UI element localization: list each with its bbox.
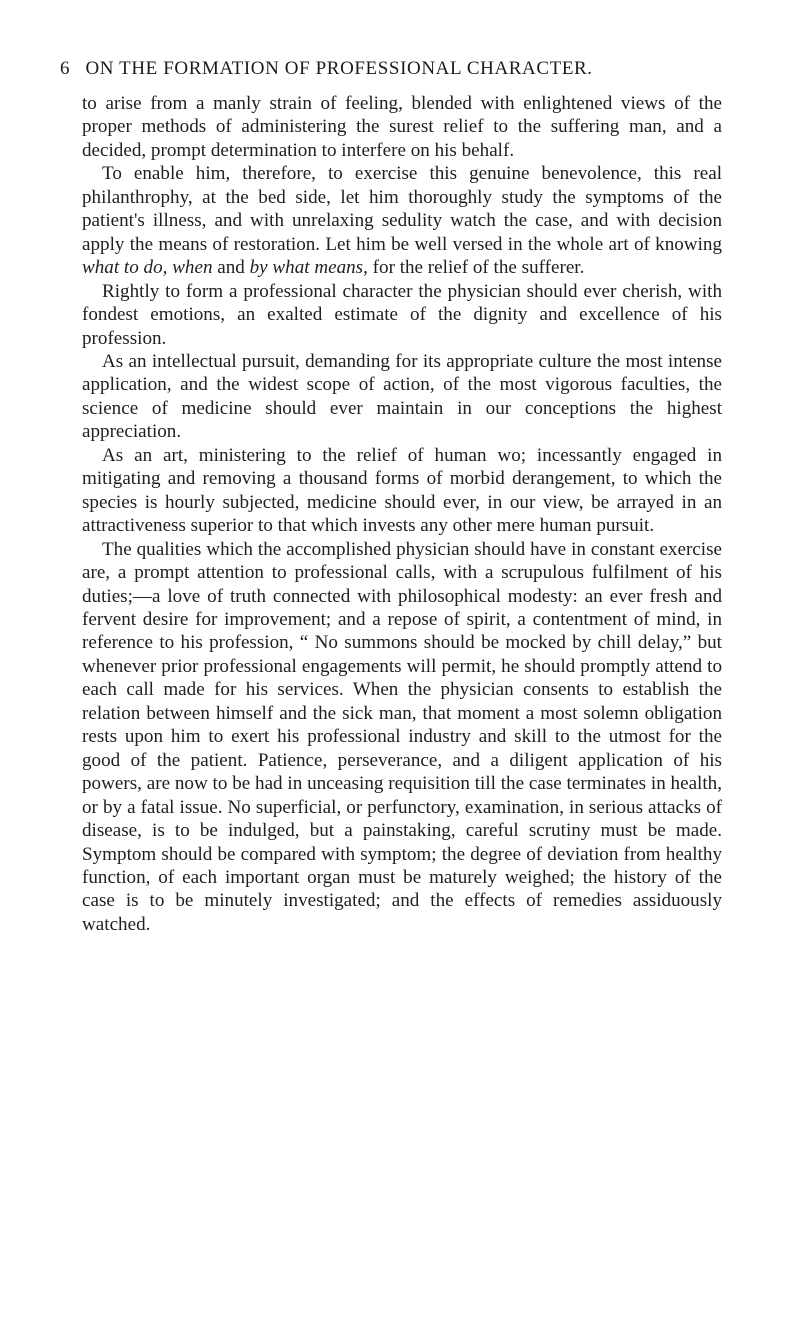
paragraph-text: The qualities which the accomplished physician should have in constant exercise are, a prompt attention to professional calls, with a scrupulous fulfilment of his duties;—a love of truth connected with philosophical modesty: an ever fresh and fervent desire for improvement; and a repose of spirit, a contentment of mind, in reference to his profession, “ No summons should be mocked by chill delay,” but whenever prior professional engagements will permit, he should promptly attend to each call made for his services. When the physician consents to establish the relation between himself and the sick man, that moment a most solemn obligation rests upon him to exert his professional industry and skill to the utmost for the good of the patient. Patience, perseverance, and a diligent application of his powers, are now to be had in unceasing requisition till the case terminates in health, or by a fatal issue. No superficial, or perfunctory, examination, in serious attacks of disease, is to be indulged, but a painstaking, careful scrutiny must be made. Symptom should be compared with symptom; the degree of deviation from healthy function, of each important organ must be maturely weighed; the history of the case is to be minutely investigated; and the effects of remedies assiduously watched. (82, 538, 722, 935)
paragraph-text: Rightly to form a professional character the physician should ever cherish, with fondest emotions, an exalted estimate of the dignity and excellence of his profession. (82, 280, 722, 349)
paragraph-intellectual-pursuit (82, 350, 722, 444)
paragraph-text: to arise from a manly strain of feeling, blended with enlightened views of the proper methods of administering the surest relief to the suffering man, and a decided, prompt determination to interfere on his behalf. (82, 93, 722, 161)
body-text (82, 92, 722, 936)
paragraph-text: , (162, 257, 173, 279)
paragraph-text: To enable him, therefore, to exercise this genuine benevolence, this real philanthrophy, at the bed side, let him thoroughly study the symptoms of the patient's illness, and with unrelaxing sedulity watch the case, and with decision apply the means of restoration. Let him be well versed in the whole art of knowing (82, 163, 722, 255)
paragraph-dignity (82, 280, 722, 350)
italic-phrase: what to do (82, 257, 163, 279)
running-header (60, 58, 720, 80)
paragraph-genuine-benevolence (82, 162, 722, 279)
paragraph-qualities (82, 538, 722, 937)
paragraph-text: , for the relief of the sufferer. (363, 257, 585, 279)
italic-phrase: when (172, 257, 213, 279)
paragraph-text: As an intellectual pursuit, demanding for its appropriate culture the most intense application, and the widest scope of action, of the most vigorous faculties, the science of medicine should ever maintain in our conceptions the highest appreciation. (82, 350, 722, 443)
page-number: 6 (60, 58, 71, 79)
chapter-title: ON THE FORMATION OF PROFESSIONAL CHARACTER. (85, 58, 593, 79)
paragraph-as-an-art (82, 444, 722, 538)
italic-phrase: by what means (249, 257, 364, 279)
paragraph-continuation (82, 92, 722, 162)
paragraph-text: and (212, 257, 250, 279)
paragraph-text: As an art, ministering to the relief of human wo; incessantly engaged in mitigating and removing a thousand forms of morbid derangement, to which the species is hourly subjected, medicine should ever, in our view, be arrayed in an attractiveness superior to that which invests any other mere human pursuit. (82, 444, 722, 537)
